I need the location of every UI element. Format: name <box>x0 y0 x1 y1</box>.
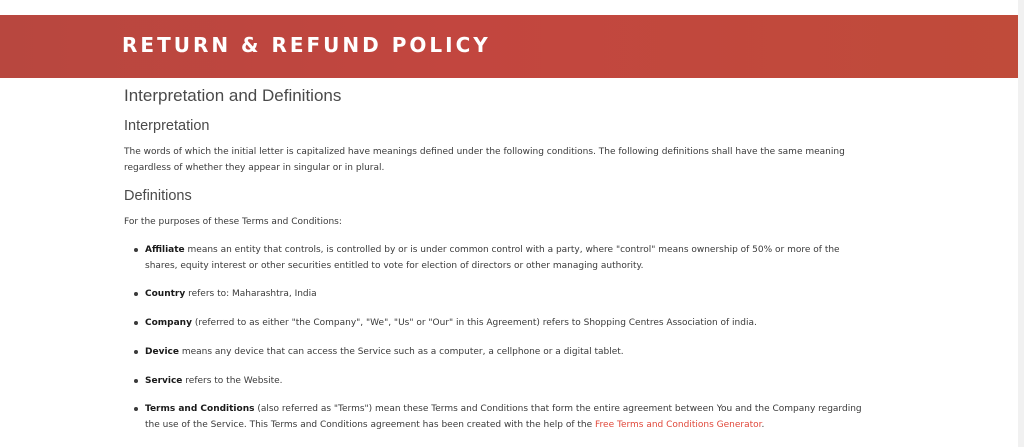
list-item <box>124 286 869 302</box>
terms-generator-link[interactable]: Free Terms and Conditions Generator <box>595 420 762 430</box>
term-description: refers to the Website. <box>182 376 283 386</box>
interpretation-heading: Interpretation <box>124 118 210 134</box>
term-description: means any device that can access the Service such as a computer, a cellphone or a digital tablet. <box>178 347 624 357</box>
term-description: refers to: Maharashtra, India <box>185 289 317 299</box>
list-item <box>124 242 869 274</box>
main-content <box>124 86 884 433</box>
page-banner <box>0 15 1024 78</box>
bullet-icon <box>134 292 138 296</box>
definitions-list <box>124 242 869 433</box>
bullet-icon <box>134 379 138 383</box>
page-title: RETURN & REFUND POLICY <box>122 33 491 57</box>
term-label: Company <box>145 318 192 328</box>
term-description-end: . <box>761 420 765 430</box>
term-label: Affiliate <box>145 245 185 255</box>
term-label: Terms and Conditions <box>145 404 255 414</box>
term-description: means an entity that controls, is controlled by or is under common control with a party, where "control" means ownership of 50% or more of the shares, equity interest or other securities entitled to vote for election of directors or other managing authority. <box>145 245 840 271</box>
term-description: (also referred as "Terms") mean these Terms and Conditions that form the entire agreement between You and the Company regarding the use of the Service. This Terms and Conditions agreement has been created with the help of the <box>145 404 862 430</box>
bullet-icon <box>134 248 138 252</box>
bullet-icon <box>134 350 138 354</box>
top-gap <box>0 0 1024 15</box>
interpretation-text: The words of which the initial letter is capitalized have meanings defined under the following conditions. The following definitions shall have the same meaning regardless of whether they appear in singular or in plural. <box>124 147 845 173</box>
list-item <box>124 401 869 433</box>
term-description: (referred to as either "the Company", "We", "Us" or "Our" in this Agreement) refers to Shopping Centres Association of india. <box>191 318 757 328</box>
list-item <box>124 373 869 389</box>
page-scrollbar[interactable] <box>1018 0 1024 447</box>
term-label: Country <box>145 289 186 299</box>
section-heading: Interpretation and Definitions <box>124 86 342 105</box>
term-label: Device <box>145 347 179 357</box>
term-label: Service <box>145 376 183 386</box>
list-item <box>124 344 869 360</box>
list-item <box>124 315 869 331</box>
bullet-icon <box>134 321 138 325</box>
definitions-heading: Definitions <box>124 188 192 204</box>
definitions-intro: For the purposes of these Terms and Conditions: <box>124 217 342 227</box>
bullet-icon <box>134 407 138 411</box>
